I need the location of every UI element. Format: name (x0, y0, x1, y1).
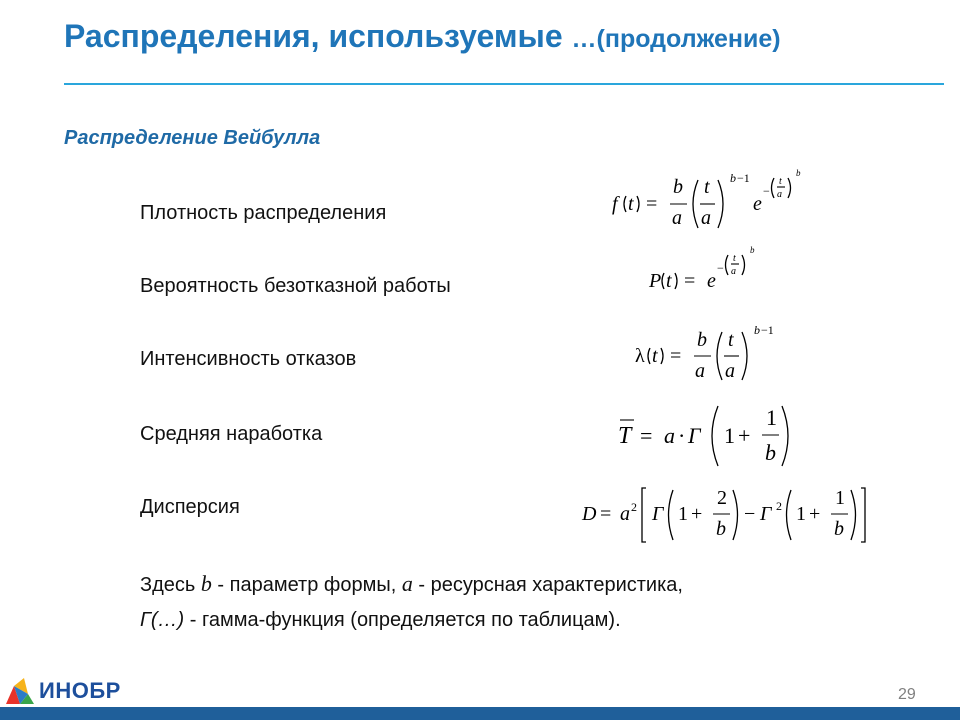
svg-text:b: b (754, 323, 760, 337)
slide-title (64, 18, 781, 55)
svg-text:1: 1 (724, 423, 735, 448)
svg-text:a: a (664, 423, 675, 448)
svg-text:=: = (670, 345, 682, 367)
label-variance: Дисперсия (140, 496, 240, 518)
svg-text:a: a (725, 360, 735, 382)
svg-text:1: 1 (766, 405, 777, 430)
svg-text:b: b (750, 245, 755, 255)
svg-text:b: b (765, 440, 776, 465)
svg-text:b: b (697, 329, 707, 351)
svg-text:f: f (612, 193, 618, 215)
svg-text:t: t (704, 176, 710, 198)
note-line-2 (140, 609, 621, 632)
footer-bar (0, 707, 960, 720)
svg-text:2: 2 (631, 500, 637, 514)
svg-text:·: · (678, 423, 686, 448)
note-gamma-desc: - гамма-функция (определяется по таблицам). (184, 609, 621, 631)
svg-text:2: 2 (717, 487, 727, 509)
svg-text:Г: Г (652, 503, 664, 525)
svg-text:t: t (666, 270, 672, 292)
svg-text:e: e (707, 270, 716, 292)
note-gamma: Г(…) (140, 609, 185, 631)
note-var-b: b (200, 571, 212, 596)
svg-text:−1: −1 (761, 323, 774, 337)
svg-text:a: a (731, 266, 736, 277)
svg-text:Г: Г (760, 503, 772, 525)
inobr-logo (2, 676, 137, 707)
svg-text:a: a (777, 189, 782, 200)
svg-text:e: e (753, 193, 762, 215)
svg-text:b: b (834, 518, 844, 540)
svg-text:=: = (640, 423, 653, 448)
section-heading: Распределение Вейбулла (64, 127, 321, 149)
svg-text:−1: −1 (737, 171, 750, 185)
svg-text:1: 1 (835, 487, 845, 509)
note-var-a: a (401, 571, 413, 596)
svg-text:+: + (738, 423, 751, 448)
svg-text:a: a (695, 360, 705, 382)
svg-text:a: a (701, 207, 711, 229)
svg-text:b: b (673, 176, 683, 198)
formula-mean-time (616, 398, 806, 470)
note-pre: Здесь (140, 574, 201, 596)
svg-text:+: + (809, 503, 821, 525)
page-number: 29 (898, 686, 916, 703)
label-density: Плотность распределения (140, 202, 387, 224)
svg-text:a: a (620, 503, 630, 525)
svg-text:λ: λ (635, 345, 645, 367)
svg-text:b: b (796, 168, 801, 178)
label-mean-time: Средняя наработка (140, 423, 323, 445)
svg-text:b: b (716, 518, 726, 540)
note-mid: - параметр формы, (211, 574, 402, 596)
svg-text:−: − (744, 503, 756, 525)
svg-text:t: t (779, 176, 782, 187)
note-post: - ресурсная характеристика, (412, 574, 683, 596)
formula-failure-rate (633, 320, 783, 388)
svg-text:t: t (628, 193, 634, 215)
svg-text:P: P (649, 270, 662, 292)
svg-text:−: − (717, 261, 724, 275)
logo-emblem-icon (2, 676, 36, 707)
svg-text:t: t (733, 253, 736, 264)
title-tail: …(продолжение) (571, 25, 781, 53)
svg-text:T: T (618, 423, 632, 449)
svg-text:+: + (691, 503, 703, 525)
svg-text:=: = (600, 503, 612, 525)
title-underline (64, 83, 944, 85)
note-line-1 (140, 571, 683, 597)
svg-text:=: = (684, 270, 696, 292)
formula-reliability (647, 246, 767, 296)
label-failure-rate: Интенсивность отказов (140, 348, 357, 370)
svg-text:=: = (646, 193, 658, 215)
logo-text: ИНОБР (39, 678, 121, 703)
svg-text:Г: Г (688, 423, 701, 448)
label-reliability: Вероятность безотказной работы (140, 275, 451, 297)
svg-text:t: t (652, 345, 658, 367)
formula-variance (580, 482, 870, 548)
title-main: Распределения, используемые (64, 18, 572, 54)
svg-text:1: 1 (678, 503, 688, 525)
formula-density (610, 166, 810, 234)
svg-text:t: t (728, 329, 734, 351)
svg-text:−: − (763, 184, 770, 198)
svg-text:D: D (582, 503, 597, 525)
svg-text:1: 1 (796, 503, 806, 525)
svg-text:2: 2 (776, 499, 782, 513)
svg-text:b: b (730, 171, 736, 185)
svg-text:a: a (672, 207, 682, 229)
